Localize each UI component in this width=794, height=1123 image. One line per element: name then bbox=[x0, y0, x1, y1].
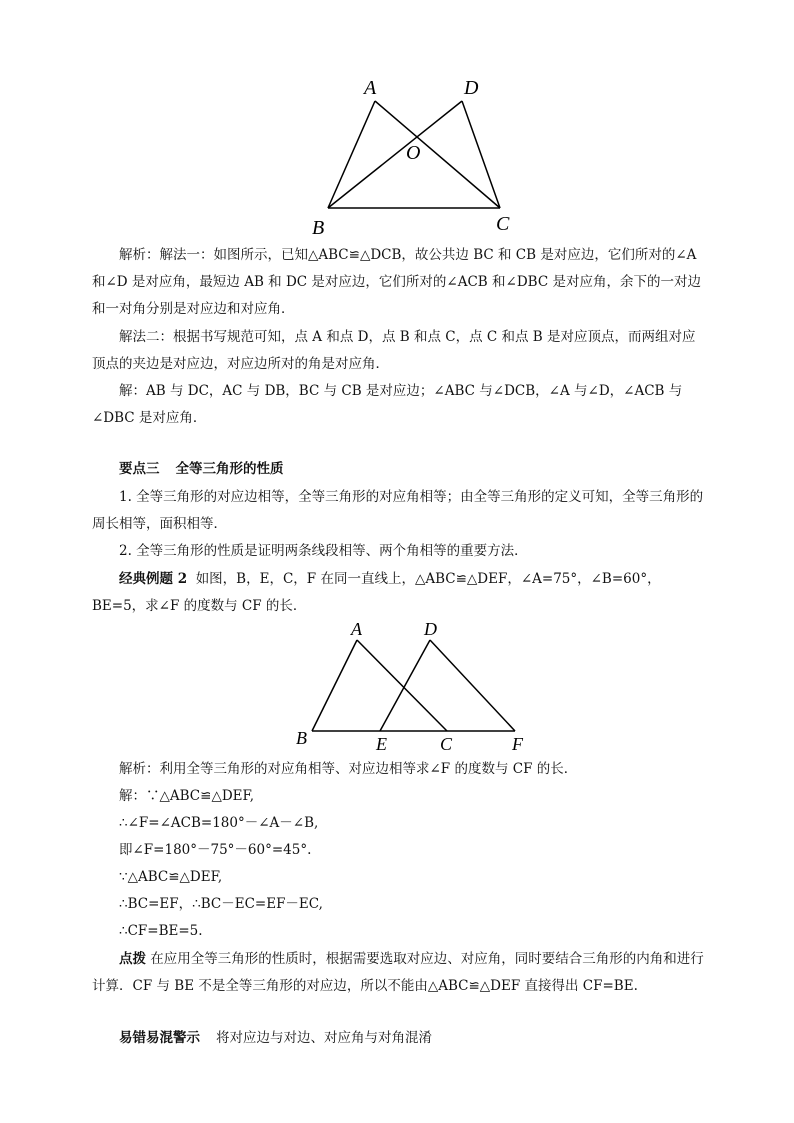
segment-df bbox=[430, 640, 515, 731]
example2-question bbox=[92, 566, 704, 620]
segment-ab bbox=[312, 640, 357, 731]
segment-db bbox=[328, 101, 462, 208]
label-a: A bbox=[364, 77, 377, 99]
label-f: F bbox=[512, 734, 523, 754]
section3-heading-label: 要点三 bbox=[119, 461, 160, 477]
note-text: 在应用全等三角形的性质时，根据需要选取对应边、对应角，同时要结合三角形的内角和进行计算．CF 与 BE 不是全等三角形的对应边，所以不能由△ABC≌△DEF 直接得出 CF=BE. bbox=[92, 951, 704, 994]
note-label: 点拨 bbox=[119, 951, 146, 967]
section3-heading-title: 全等三角形的性质 bbox=[175, 461, 284, 477]
solution2-step-2: ∴∠F=∠ACB=180°－∠A－∠B, bbox=[119, 815, 319, 831]
figure-2-sliding-triangles bbox=[290, 618, 540, 758]
segment-ac bbox=[357, 640, 447, 731]
label-o: O bbox=[406, 142, 421, 164]
label-b: B bbox=[312, 217, 325, 239]
section3-heading bbox=[92, 456, 704, 483]
section3-point1: 1. 全等三角形的对应边相等，全等三角形的对应角相等；由全等三角形的定义可知，全等三角形的周长相等，面积相等． bbox=[92, 489, 704, 532]
segment-de bbox=[380, 640, 430, 731]
segment-ab bbox=[328, 101, 375, 208]
solution1-answer: 解：AB 与 DC，AC 与 DB，BC 与 CB 是对应边；∠ABC 与∠DCB，∠A 与∠D，∠ACB 与∠DBC 是对应角． bbox=[92, 383, 683, 426]
solution2-step-1: 解：∵△ABC≌△DEF, bbox=[119, 788, 255, 804]
solution2-step-4: ∵△ABC≌△DEF, bbox=[119, 869, 223, 885]
label-e: E bbox=[376, 734, 387, 754]
solution2-analysis: 解析：利用全等三角形的对应角相等、对应边相等求∠F 的度数与 CF 的长． bbox=[119, 761, 578, 777]
warning-label: 易错易混警示 bbox=[119, 1030, 200, 1046]
warning-line bbox=[92, 1025, 704, 1052]
label-b: B bbox=[296, 728, 307, 748]
example2-label: 经典例题 2 bbox=[119, 571, 188, 587]
solution1-analysis: 解析：解法一：如图所示，已知△ABC≌△DCB，故公共边 BC 和 CB 是对应边，它们所对的∠A 和∠D 是对应角，最短边 AB 和 DC 是对应边，它们所对的∠ACB 和∠DBC 是对应角，余下的一对边和一对角分别是对应边和对应角． bbox=[92, 247, 701, 317]
example2-question-text: 如图，B，E，C，F 在同一直线上，△ABC≌△DEF，∠A=75°，∠B=60°，BE=5，求∠F 的度数与 CF 的长． bbox=[92, 571, 661, 614]
warning-text: 将对应边与对边、对应角与对角混淆 bbox=[216, 1030, 432, 1046]
solution2-step-6: ∴CF=BE=5. bbox=[119, 923, 203, 939]
label-d: D bbox=[464, 77, 479, 99]
section3-point2: 2. 全等三角形的性质是证明两条线段相等、两个角相等的重要方法． bbox=[119, 543, 528, 559]
solution2-step-5: ∴BC=EF，∴BC－EC=EF－EC, bbox=[119, 896, 323, 912]
figure-1-crossed-triangles bbox=[300, 70, 530, 240]
label-d: D bbox=[424, 619, 437, 639]
label-c: C bbox=[440, 734, 453, 754]
solution2-step-3: 即∠F=180°－75°－60°=45°. bbox=[119, 842, 312, 858]
solution1-method2: 解法二：根据书写规范可知，点 A 和点 D，点 B 和点 C，点 C 和点 B 是对应顶点，而两组对应顶点的夹边是对应边，对应边所对的角是对应角． bbox=[92, 329, 696, 372]
label-a: A bbox=[351, 619, 362, 639]
solution2-note bbox=[92, 946, 704, 1000]
label-c: C bbox=[496, 213, 510, 235]
